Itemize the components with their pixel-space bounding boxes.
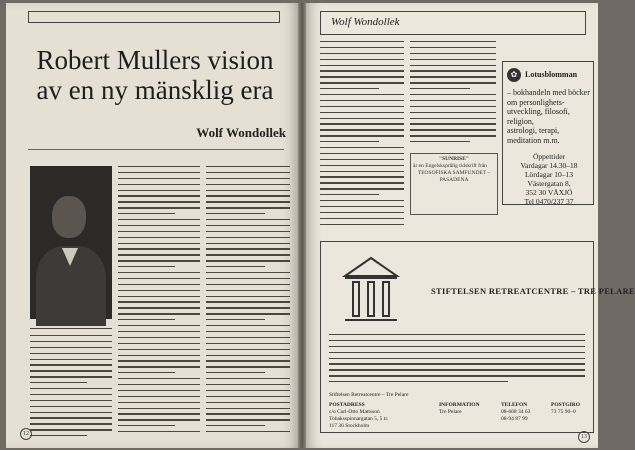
text-line [329, 375, 585, 376]
text-line [118, 301, 200, 302]
article-column-3 [206, 166, 290, 443]
text-line [30, 412, 112, 413]
text-line [30, 376, 112, 377]
text-line [206, 172, 290, 173]
text-line [118, 396, 200, 397]
text-line [320, 153, 404, 154]
text-line [320, 88, 379, 89]
text-line [320, 47, 404, 48]
text-line [30, 394, 112, 395]
text-line [320, 135, 404, 136]
text-line [118, 384, 200, 385]
text-line [118, 231, 200, 232]
text-line [320, 123, 404, 124]
text-line [118, 413, 200, 414]
text-line [329, 358, 585, 359]
text-line [329, 381, 508, 382]
text-line [118, 172, 200, 173]
text-line [329, 340, 585, 341]
text-line [118, 372, 175, 373]
text-line [206, 408, 290, 409]
text-line [206, 360, 290, 361]
text-line [320, 82, 404, 83]
text-line [320, 76, 404, 77]
text-line [206, 419, 290, 420]
text-line [206, 431, 290, 432]
text-line [410, 141, 470, 142]
text-line [410, 70, 496, 71]
text-line [118, 390, 200, 391]
text-line [118, 360, 200, 361]
text-line [206, 378, 290, 379]
text-line [329, 334, 585, 335]
text-line [206, 349, 290, 350]
text-line [320, 165, 404, 166]
ad-description: – bokhandeln med böcker om personlighets- utveckling, filosofi, religion, astrologi, terapi, meditation m.m. [507, 88, 590, 145]
text-line [118, 225, 200, 226]
text-line [30, 359, 112, 360]
bookshop-ad [502, 61, 594, 205]
text-line [118, 284, 200, 285]
text-line [410, 106, 496, 107]
text-line [30, 347, 112, 348]
text-line [118, 366, 200, 367]
text-line [206, 343, 290, 344]
retreat-title: STIFTELSEN RETREATCENTRE – TRE PELARE [431, 286, 635, 296]
text-line [206, 396, 290, 397]
text-line [320, 224, 404, 225]
text-line [320, 106, 404, 107]
text-line [30, 370, 112, 371]
article-title [30, 45, 280, 105]
text-line [118, 195, 200, 196]
text-line [206, 213, 265, 214]
text-line [206, 413, 290, 414]
text-line [118, 325, 200, 326]
text-line [329, 352, 585, 353]
text-line [320, 100, 404, 101]
text-line [118, 408, 200, 409]
text-line [320, 182, 404, 183]
text-line [320, 141, 379, 142]
text-line [206, 266, 265, 267]
text-line [118, 290, 200, 291]
text-line [410, 123, 496, 124]
text-line [206, 355, 290, 356]
text-line [320, 159, 404, 160]
text-line [206, 290, 290, 291]
text-line [206, 278, 290, 279]
text-line [30, 406, 112, 407]
text-line [118, 178, 200, 179]
text-line [30, 364, 112, 365]
book-gutter [298, 3, 306, 448]
magazine-spread [6, 3, 635, 448]
text-line [118, 402, 200, 403]
text-line [118, 237, 200, 238]
text-line [320, 70, 404, 71]
text-line [320, 53, 404, 54]
text-line [410, 88, 470, 89]
text-line [410, 47, 496, 48]
text-line [329, 363, 585, 364]
text-line [410, 129, 496, 130]
title-line-2: av en ny mänsklig era [36, 75, 274, 105]
text-line [410, 94, 496, 95]
text-line [206, 248, 290, 249]
text-line [118, 184, 200, 185]
text-line [118, 201, 200, 202]
text-line [320, 212, 404, 213]
text-line [118, 319, 175, 320]
lotus-icon: ✿ [507, 68, 521, 82]
text-line [118, 378, 200, 379]
text-line [118, 296, 200, 297]
text-line [118, 419, 200, 420]
text-line [320, 171, 404, 172]
text-line [320, 129, 404, 130]
text-line [118, 272, 200, 273]
text-line [206, 301, 290, 302]
text-line [206, 337, 290, 338]
text-line [118, 219, 200, 220]
text-line [118, 166, 200, 167]
text-line [206, 207, 290, 208]
text-line [206, 254, 290, 255]
article-column-1 [30, 335, 112, 443]
title-line-1: Robert Mullers vision [36, 45, 274, 75]
text-line [118, 349, 200, 350]
text-line [118, 337, 200, 338]
text-line [206, 272, 290, 273]
text-line [206, 313, 290, 314]
text-line [320, 188, 404, 189]
text-line [118, 278, 200, 279]
text-line [30, 429, 112, 430]
title-divider [28, 149, 284, 150]
text-line [118, 207, 200, 208]
text-line [118, 313, 200, 314]
text-line [30, 435, 87, 436]
text-line [410, 112, 496, 113]
text-line [206, 325, 290, 326]
text-line [118, 213, 175, 214]
ad-hours: Öppettider Vardagar 14.30–18 Lördagar 10–13 Västergatan 8, 352 30 VÄXJÖ Tel 0470/237 37 [520, 152, 578, 206]
page-number-left: 12 [20, 428, 32, 440]
portrait-photo [30, 166, 112, 319]
text-line [206, 178, 290, 179]
right-page [306, 3, 635, 448]
text-line [410, 65, 496, 66]
article-column-4 [320, 41, 404, 233]
text-line [206, 319, 265, 320]
text-line [206, 390, 290, 391]
text-line [410, 76, 496, 77]
text-line [320, 41, 404, 42]
text-line [410, 100, 496, 101]
text-line [118, 243, 200, 244]
text-line [320, 118, 404, 119]
text-line [30, 382, 87, 383]
text-line [320, 59, 404, 60]
text-line [206, 243, 290, 244]
text-line [329, 346, 585, 347]
text-line [320, 94, 404, 95]
text-line [206, 366, 290, 367]
right-header-box [320, 11, 586, 35]
text-line [206, 331, 290, 332]
text-line [30, 335, 112, 336]
text-line [206, 219, 290, 220]
text-line [30, 353, 112, 354]
text-line [118, 254, 200, 255]
text-line [206, 425, 265, 426]
text-line [206, 307, 290, 308]
ad-logo-row [507, 68, 589, 82]
text-line [30, 423, 112, 424]
text-line [206, 190, 290, 191]
sunrise-notice: "SUNRISE" är en Engelsksprålig tidskrift från TEOSOFISKA SAMFUNDET – PASADENA [410, 153, 498, 215]
text-line [30, 388, 112, 389]
text-line [206, 402, 290, 403]
article-column-2 [118, 166, 200, 443]
text-line [320, 65, 404, 66]
text-line [320, 112, 404, 113]
text-line [410, 53, 496, 54]
text-line [118, 431, 200, 432]
text-line [206, 237, 290, 238]
left-page [6, 3, 298, 448]
text-line [206, 284, 290, 285]
text-line [320, 200, 404, 201]
text-line [206, 296, 290, 297]
text-line [320, 194, 379, 195]
text-line [410, 135, 496, 136]
article-byline: Wolf Wondollek [196, 125, 286, 140]
text-line [320, 176, 404, 177]
text-line [410, 59, 496, 60]
text-line [206, 372, 265, 373]
text-line [206, 184, 290, 185]
text-line [206, 231, 290, 232]
text-line [206, 225, 290, 226]
text-line [206, 166, 290, 167]
temple-pillars-icon [341, 254, 401, 326]
article-column-5 [410, 41, 496, 149]
retreat-ad: STIFTELSEN RETREATCENTRE – TRE PELARE Stiftelsen Retreatcentre – Tre Pelare POSTADRESS c/o Carl-Otto Mattsson Tobaksspinnargatan 5, 5 tr. 117 36 Stockholm INFORMATION Tre Pelare TELEFON 08-668 34 63 08-94 87 99 POSTGIRO 73 75 90–0 [320, 241, 594, 433]
text-line [118, 343, 200, 344]
retreat-body-text [329, 334, 585, 388]
text-line [206, 384, 290, 385]
text-line [320, 206, 404, 207]
text-line [206, 260, 290, 261]
text-line [329, 369, 585, 370]
text-line [206, 195, 290, 196]
text-line [206, 201, 290, 202]
text-line [410, 82, 496, 83]
text-line [118, 307, 200, 308]
text-line [30, 417, 112, 418]
text-line [118, 266, 175, 267]
text-line [118, 331, 200, 332]
ad-logo-text: Lotusblomman [525, 70, 578, 79]
text-line [30, 341, 112, 342]
text-line [410, 118, 496, 119]
header-author: Wolf Wondollek [331, 16, 400, 28]
text-line [118, 425, 175, 426]
text-line [118, 190, 200, 191]
text-line [320, 147, 404, 148]
text-line [320, 218, 404, 219]
text-line [118, 355, 200, 356]
page-number-right: 13 [578, 431, 590, 443]
text-line [118, 248, 200, 249]
left-header-bar [28, 11, 280, 23]
lead-divider [30, 328, 112, 333]
text-line [30, 400, 112, 401]
text-line [118, 260, 200, 261]
text-line [410, 41, 496, 42]
